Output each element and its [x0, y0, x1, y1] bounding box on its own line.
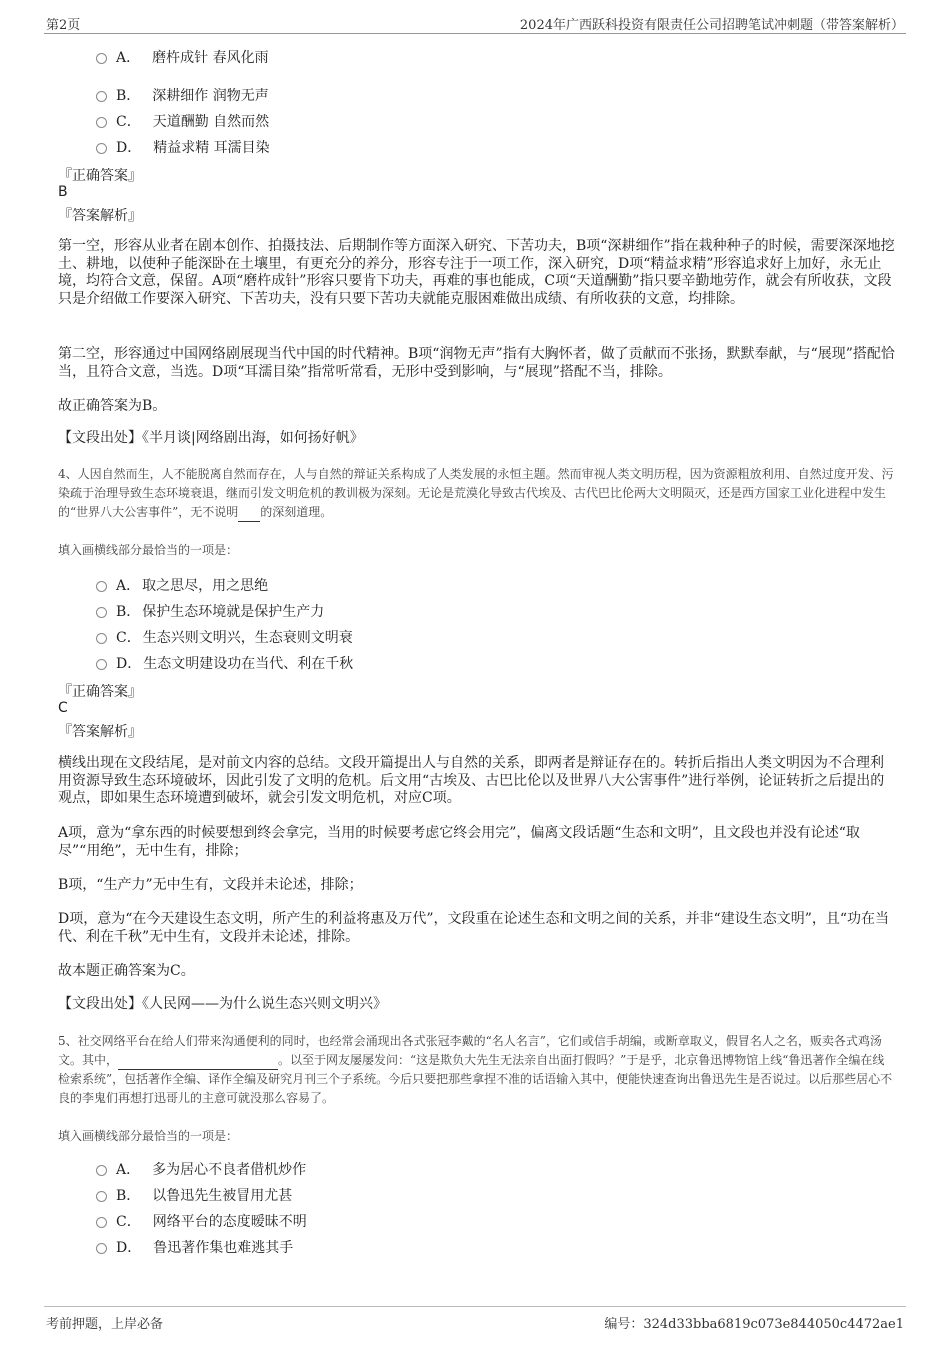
analysis-paragraph: 第一空，形容从业者在剧本创作、拍摄技法、后期制作等方面深入研究、下苦功夫，B项“深耕细作”指在栽种种子的时候，需要深深地挖土、耕地，以使种子能深卧在土壤里，有更充分的养分，形容专注于一项工作，深入研究，D项“精益求精”形容追求好上加好，永无止境，均符合文意，保留。A项“磨杵成针”形容只要肯下功夫，再难的事也能成，C项“天道酬勤”指只要辛勤地劳作，就会有所收获，文段只是介绍做工作要深入研究、下苦功夫，没有只要下苦功夫就能克服困难做出成绩、有所收获的文意，均排除。 — [58, 238, 895, 307]
q5-option-d[interactable] — [96, 1237, 293, 1257]
answer-label: 『正确答案』 — [58, 168, 142, 184]
option-letter: D． — [116, 1240, 142, 1256]
option-text: 以鲁迅先生被冒用尤甚 — [152, 1188, 293, 1204]
footer-divider — [44, 1306, 906, 1307]
q3-option-d[interactable] — [96, 137, 270, 157]
option-letter: D． — [116, 140, 142, 156]
stem-text: 5、社交网络平台在给人们带来沟通便利的同时，也经常会涌现出各式张冠李戴的“名人名言”，它们或信手胡编，或断章取义，假冒名人之名，贩卖各式鸡汤文。其中， — [58, 1034, 882, 1067]
question-prompt: 填入画横线部分最恰当的一项是： — [58, 1129, 239, 1143]
radio-icon[interactable] — [96, 659, 107, 670]
analysis-paragraph: 横线出现在文段结尾，是对前文内容的总结。文段开篇提出人与自然的关系，即两者是辩证存在的。转折后指出人类文明因为不合理利用资源导致生态环境破坏，因此引发了文明的危机。后文用“古埃及、古巴比伦以及世界八大公害事件”进行举例，论证转折之后提出的观点，即如果生态环境遭到破坏，就会引发文明危机，对应C项。 — [58, 755, 885, 806]
option-text: 精益求精 耳濡目染 — [153, 140, 270, 156]
radio-icon[interactable] — [96, 633, 107, 644]
radio-icon[interactable] — [96, 1191, 107, 1202]
option-letter: C． — [116, 114, 141, 130]
q5-option-b[interactable] — [96, 1185, 292, 1205]
radio-icon[interactable] — [96, 1217, 107, 1228]
option-text: 生态兴则文明兴，生态衰则文明衰 — [142, 630, 353, 646]
q4-option-b[interactable] — [96, 601, 324, 621]
document-title: 2024年广西跃科投资有限责任公司招聘笔试冲刺题（带答案解析） — [519, 18, 904, 33]
option-text: 磨杵成针 春风化雨 — [152, 50, 269, 66]
radio-icon[interactable] — [96, 1165, 107, 1176]
radio-icon[interactable] — [96, 53, 107, 64]
option-text: 多为居心不良者借机炒作 — [152, 1162, 307, 1178]
option-text: 鲁迅著作集也难逃其手 — [153, 1240, 294, 1256]
source-citation: 【文段出处】《半月谈|网络剧出海，如何扬好帆》 — [58, 430, 364, 446]
option-letter: A． — [116, 578, 141, 594]
analysis-paragraph: B项，“生产力”无中生有，文段并未论述，排除； — [58, 877, 363, 893]
option-text: 天道酬勤 自然而然 — [152, 114, 270, 130]
q3-option-a[interactable] — [96, 47, 269, 67]
option-text: 网络平台的态度暧昧不明 — [152, 1214, 307, 1230]
radio-icon[interactable] — [96, 581, 107, 592]
q4-option-c[interactable] — [96, 627, 353, 647]
q4-option-d[interactable] — [96, 653, 353, 673]
question-stem — [58, 465, 896, 522]
answer-value: C — [58, 700, 68, 716]
option-letter: B． — [116, 604, 141, 620]
footer-slogan: 考前押题，上岸必备 — [46, 1317, 164, 1332]
option-letter: D． — [116, 656, 142, 672]
radio-icon[interactable] — [96, 607, 107, 618]
analysis-paragraph: 第二空，形容通过中国网络剧展现当代中国的时代精神。B项“润物无声”指有大胸怀者，做了贡献而不张扬，默默奉献，与“展现”搭配恰当，且符合文意，当选。D项“耳濡目染”指常听常看，无形中受到影响，与“展现”搭配不当，排除。 — [58, 346, 895, 380]
radio-icon[interactable] — [96, 1243, 107, 1254]
header-divider — [44, 33, 906, 34]
q3-option-c[interactable] — [96, 111, 269, 131]
blank-line — [118, 1069, 278, 1070]
page-number: 第2页 — [46, 18, 81, 33]
q5-option-c[interactable] — [96, 1211, 307, 1231]
source-citation: 【文段出处】《人民网——为什么说生态兴则文明兴》 — [58, 996, 387, 1012]
answer-label: 『正确答案』 — [58, 684, 142, 700]
radio-icon[interactable] — [96, 91, 107, 102]
option-letter: B． — [116, 1188, 141, 1204]
analysis-label: 『答案解析』 — [58, 208, 142, 224]
blank-line — [238, 521, 260, 522]
stem-text: 的深刻道理。 — [260, 505, 333, 519]
question-prompt: 填入画横线部分最恰当的一项是： — [58, 543, 239, 557]
option-letter: B． — [116, 88, 141, 104]
analysis-paragraph: 故正确答案为B。 — [58, 398, 167, 414]
question-stem — [58, 1032, 896, 1108]
radio-icon[interactable] — [96, 143, 107, 154]
option-letter: C． — [116, 1214, 141, 1230]
stem-text: 4、人因自然而生，人不能脱离自然而存在，人与自然的辩证关系构成了人类发展的永恒主题。然而审视人类文明历程，因为资源粗放利用、自然过度开发、污染疏于治理导致生态环境衰退，继而引发文明危机的教训极为深刻。无论是荒漠化导致古代埃及、古代巴比伦两大文明陨灭，还是西方国家工业化进程中发生的“世界八大公害事件”，无不说明 — [58, 467, 894, 519]
stem-text: 。以至于网友屡屡发问：“这是欺负大先生无法亲自出面打假吗？”于是乎，北京鲁迅博物馆上线“鲁迅著作全编在线检索系统”，包括著作全编、译作全编及研究月刊三个子系统。今后只要把那些拿捏不准的话语输入其中，便能快速查询出鲁迅先生是否说过。以后那些居心不良的李鬼们再想打迅哥儿的主意可就没那么容易了。 — [58, 1053, 893, 1105]
analysis-paragraph: 故本题正确答案为C。 — [58, 963, 195, 979]
analysis-paragraph: D项，意为“在今天建设生态文明，所产生的利益将惠及万代”，文段重在论述生态和文明之间的关系，并非“建设生态文明”，且“功在当代、利在千秋”无中生有，文段并未论述，排除。 — [58, 911, 890, 945]
q4-option-a[interactable] — [96, 575, 268, 595]
analysis-paragraph: A项，意为“拿东西的时候要想到终会拿完，当用的时候要考虑它终会用完”，偏离文段话题“生态和文明”，且文段也并没有论述“取尽”“用绝”，无中生有，排除； — [58, 825, 860, 859]
option-letter: A． — [116, 1162, 141, 1178]
option-letter: C． — [116, 630, 141, 646]
q3-option-b[interactable] — [96, 85, 269, 105]
option-letter: A． — [116, 50, 141, 66]
option-text: 保护生态环境就是保护生产力 — [142, 604, 325, 620]
answer-value: B — [58, 184, 68, 200]
q5-option-a[interactable] — [96, 1159, 306, 1179]
analysis-label: 『答案解析』 — [58, 724, 142, 740]
document-id: 编号：324d33bba6819c073e844050c4472ae1 — [604, 1317, 904, 1332]
option-text: 生态文明建设功在当代、利在千秋 — [143, 656, 354, 672]
option-text: 取之思尽，用之思绝 — [142, 578, 269, 594]
option-text: 深耕细作 润物无声 — [152, 88, 269, 104]
radio-icon[interactable] — [96, 117, 107, 128]
